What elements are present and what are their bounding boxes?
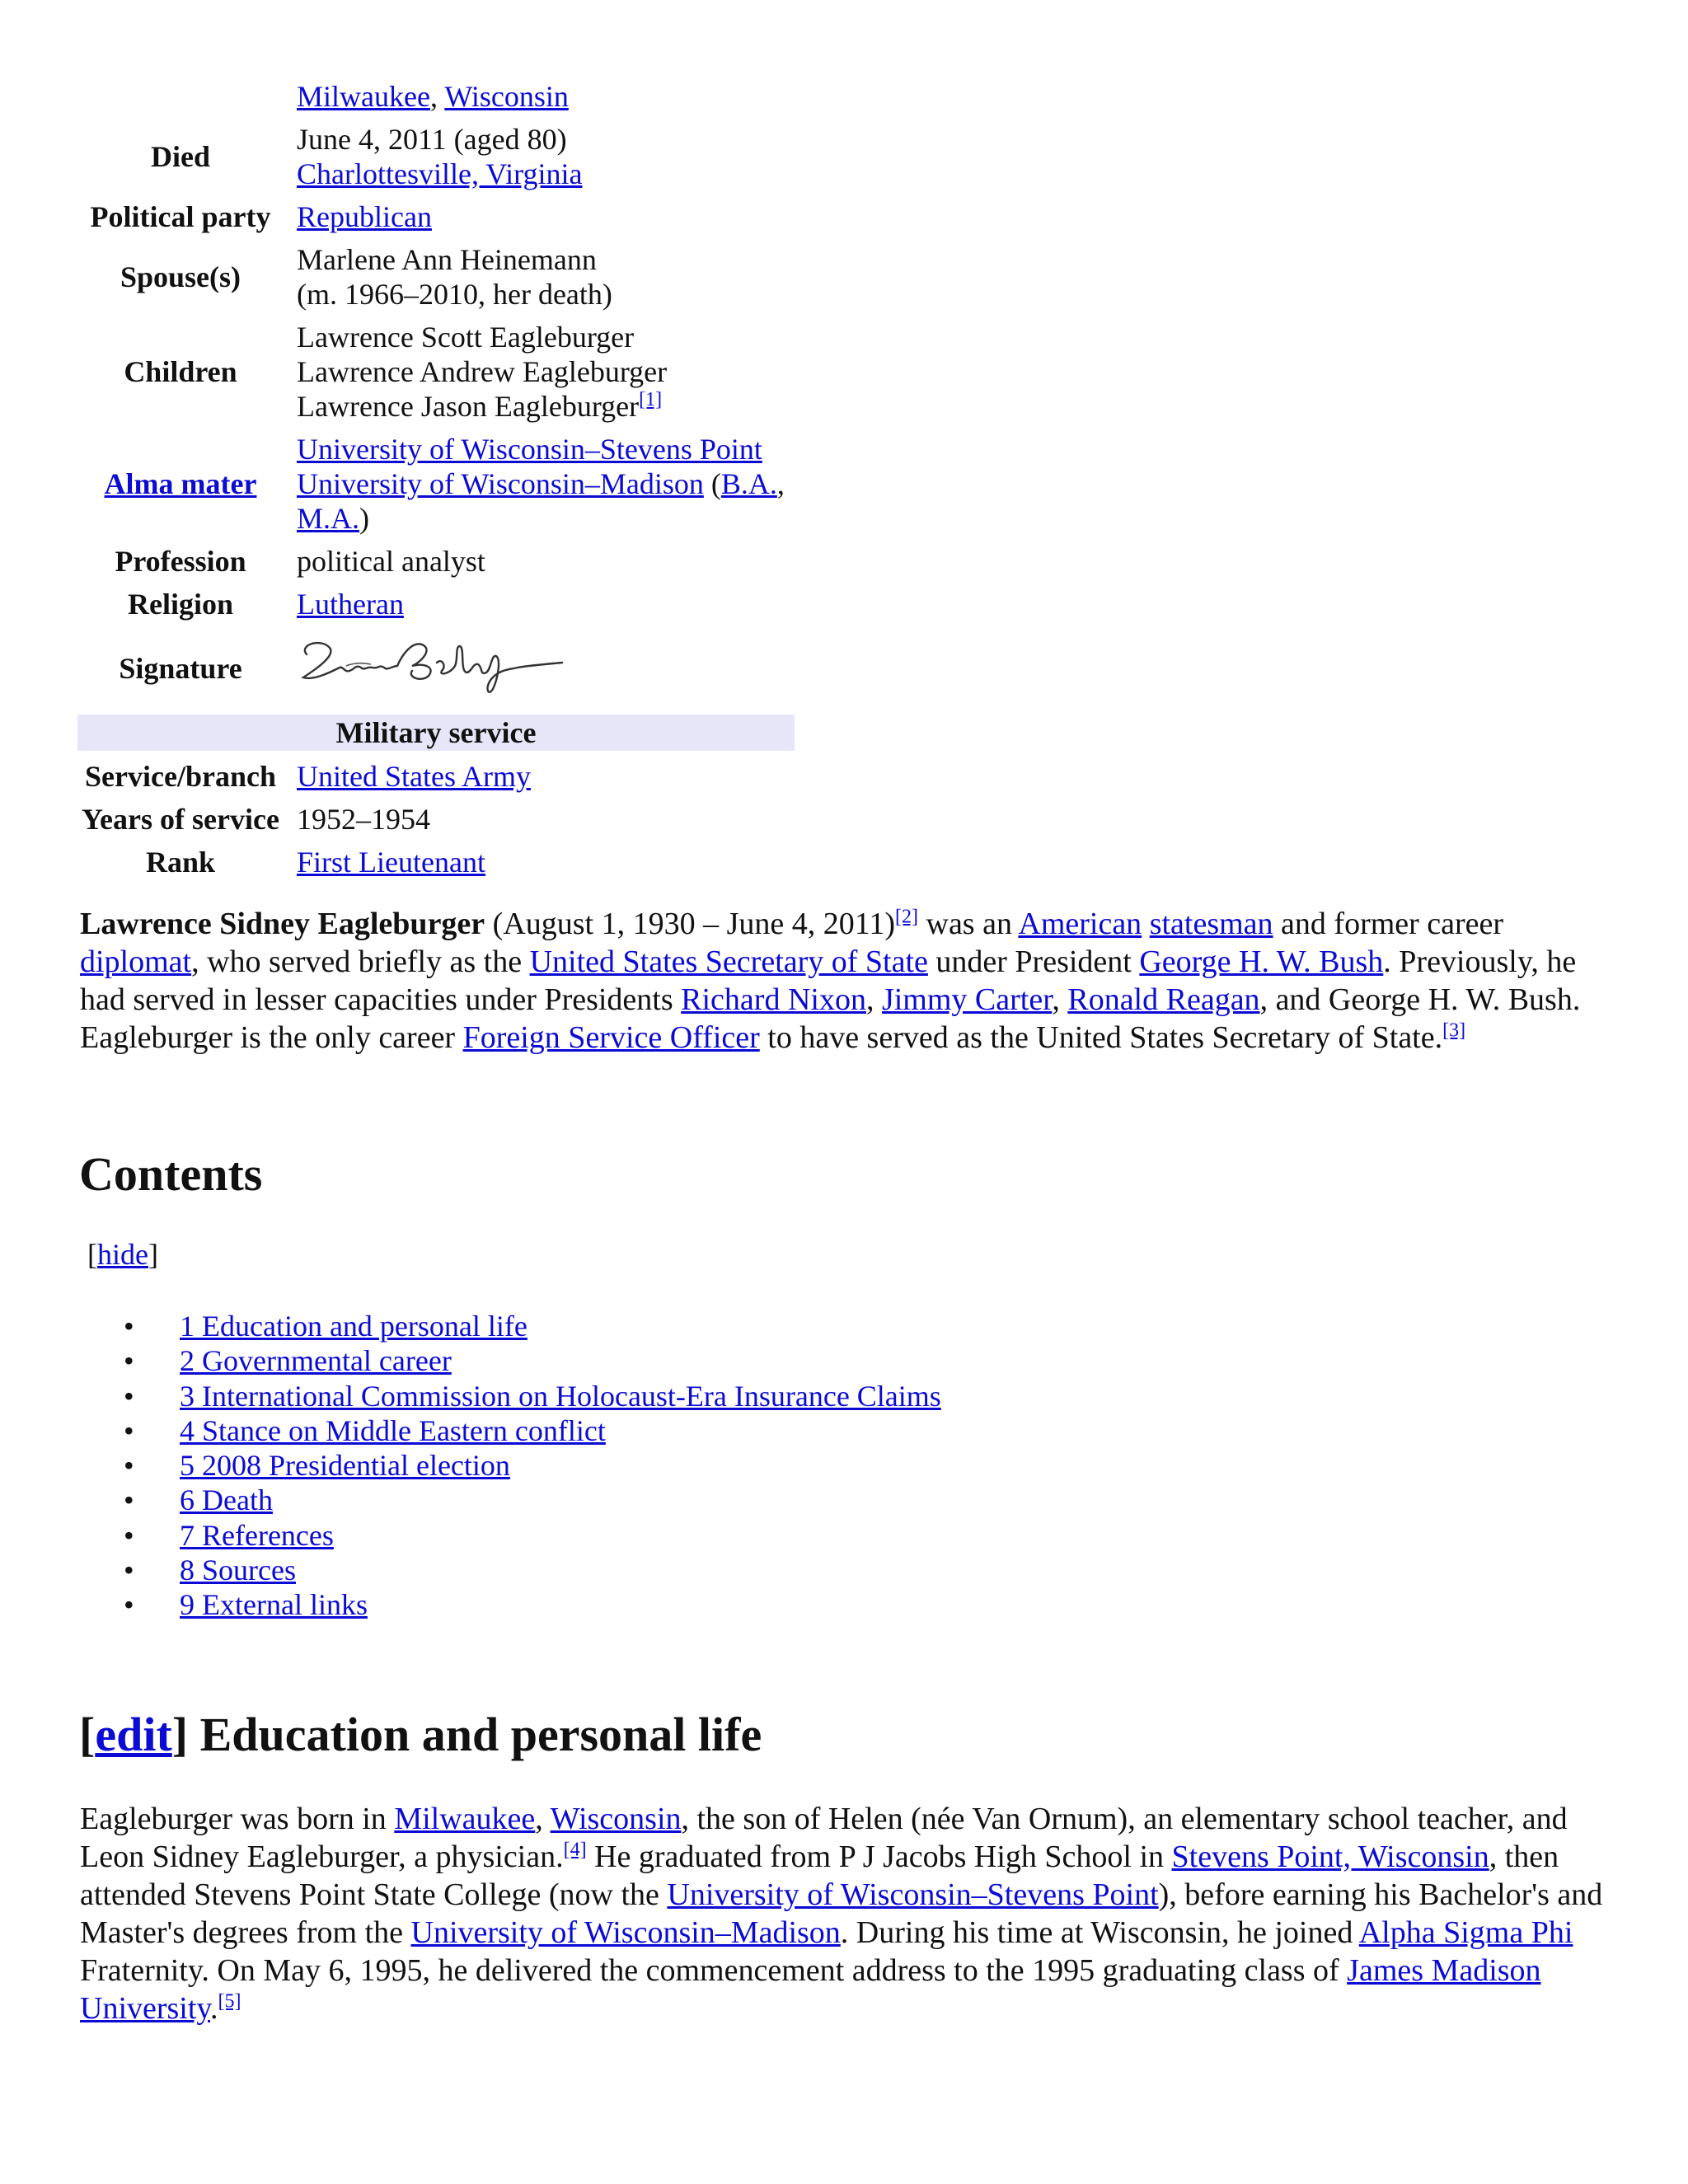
text: He graduated from P J Jacobs High School in — [586, 1840, 1172, 1874]
infobox-value-rank — [292, 845, 795, 879]
section-heading-education — [79, 1706, 762, 1764]
infobox-value-profession: political analyst — [297, 545, 485, 578]
ref-link-2[interactable]: [2] — [895, 906, 918, 928]
infobox-row-years — [77, 802, 795, 837]
text: . — [209, 1991, 218, 2026]
text: ), before earning his Bachelor's and Master's degrees from the — [80, 1877, 1603, 1950]
ref-link-4[interactable]: [4] — [563, 1839, 587, 1861]
infobox-value-party — [292, 199, 795, 234]
section-title: Education and personal life — [188, 1708, 762, 1761]
ref-link-1[interactable]: [1] — [639, 389, 663, 410]
toc-link-education[interactable]: 1 Education and personal life — [180, 1310, 528, 1343]
link-ba[interactable]: B.A. — [720, 467, 777, 500]
link-stevens-point[interactable]: Stevens Point, Wisconsin — [1171, 1840, 1489, 1874]
infobox-label-spouse: Spouse(s) — [120, 260, 241, 293]
text: , then attended Stevens Point State College (now the — [80, 1840, 1559, 1912]
toc-item — [124, 1343, 941, 1378]
text: and former career — [1273, 907, 1504, 941]
link-diplomat[interactable]: diplomat — [80, 944, 192, 979]
link-jimmy-carter[interactable]: Jimmy Carter — [881, 982, 1053, 1017]
infobox-value-religion — [292, 587, 795, 621]
infobox-row-children — [77, 320, 795, 424]
link-alma-mater[interactable]: Alma mater — [104, 467, 257, 500]
infobox-row-spouse — [77, 242, 795, 312]
infobox-section-military: Military service — [77, 715, 795, 751]
text: , who served briefly as the — [191, 944, 530, 979]
infobox-row-died — [77, 122, 795, 191]
link-george-hw-bush[interactable]: George H. W. Bush — [1139, 944, 1384, 979]
spouse-detail: (m. 1966–2010, her death) — [297, 278, 612, 311]
infobox-value-years: 1952–1954 — [297, 803, 430, 836]
intro-paragraph — [80, 905, 1613, 1057]
text: , — [1052, 982, 1068, 1017]
toc-link-governmental-career[interactable]: 2 Governmental career — [180, 1344, 452, 1378]
child-name: Lawrence Jason Eagleburger — [297, 390, 640, 423]
link-wisconsin[interactable]: Wisconsin — [550, 1802, 682, 1836]
infobox-label-party: Political party — [90, 200, 271, 233]
infobox-value-signature — [292, 630, 795, 706]
child-name: Lawrence Andrew Eagleburger — [297, 355, 668, 388]
infobox-row-rank — [77, 845, 795, 879]
bracket: [ — [79, 1708, 96, 1761]
infobox-row-birthplace — [77, 79, 795, 114]
infobox-value-children — [292, 320, 795, 424]
link-james-madison-university[interactable]: James Madison University — [80, 1953, 1541, 2026]
toc-item — [124, 1587, 941, 1622]
toc-item — [124, 1553, 941, 1587]
link-uw-stevens-point[interactable]: University of Wisconsin–Stevens Point — [297, 433, 762, 466]
child-name: Lawrence Scott Eagleburger — [297, 321, 635, 354]
link-republican[interactable]: Republican — [297, 200, 432, 233]
text: Eagleburger was born in — [80, 1802, 395, 1836]
link-lutheran[interactable]: Lutheran — [297, 588, 404, 621]
infobox — [77, 79, 795, 888]
infobox-row-signature — [77, 630, 795, 706]
toc-item — [124, 1483, 941, 1517]
infobox-label-branch: Service/branch — [85, 760, 276, 793]
text-paren: ( — [703, 467, 721, 500]
infobox-label-died: Died — [151, 140, 210, 173]
toc-link-external-links[interactable]: 9 External links — [180, 1588, 368, 1622]
infobox-label-religion: Religion — [127, 588, 233, 621]
link-uw-stevens-point[interactable]: University of Wisconsin–Stevens Point — [667, 1877, 1159, 1912]
text-paren: ) — [359, 502, 370, 535]
link-charlottesville[interactable]: Charlottesville, Virginia — [297, 157, 583, 190]
toc-link-holocaust-commission[interactable]: 3 International Commission on Holocaust-Era Insurance Claims — [180, 1379, 941, 1413]
infobox-row-alma-mater — [77, 432, 795, 536]
infobox-label-alma-mater — [77, 466, 292, 501]
infobox-label-profession: Profession — [115, 545, 246, 578]
contents-heading: Contents — [79, 1147, 263, 1201]
education-paragraph — [80, 1800, 1613, 2027]
infobox-row-profession — [77, 544, 795, 579]
text: , — [535, 1802, 551, 1836]
toc-link-death[interactable]: 6 Death — [180, 1483, 273, 1517]
link-uw-madison[interactable]: University of Wisconsin–Madison — [410, 1915, 841, 1950]
link-milwaukee[interactable]: Milwaukee — [394, 1802, 536, 1836]
toc-item — [124, 1448, 941, 1483]
link-ronald-reagan[interactable]: Ronald Reagan — [1067, 982, 1260, 1017]
text: to have served as the United States Secretary of State. — [759, 1020, 1443, 1055]
text: . During his time at Wisconsin, he joined — [840, 1915, 1359, 1950]
link-american[interactable]: American — [1018, 907, 1142, 941]
text: Fraternity. On May 6, 1995, he delivered the commencement address to the 1995 graduating class of — [80, 1953, 1348, 1988]
toc-hide-toggle — [87, 1236, 158, 1272]
toc-link-sources[interactable]: 8 Sources — [180, 1554, 296, 1587]
text: , and George H. W. Bush. Eagleburger is the only career — [80, 982, 1581, 1055]
link-secretary-of-state[interactable]: United States Secretary of State — [529, 944, 928, 979]
infobox-value-branch — [292, 759, 795, 794]
infobox-row-religion — [77, 587, 795, 621]
link-statesman[interactable]: statesman — [1149, 907, 1273, 941]
signature-image — [297, 630, 569, 706]
link-first-lieutenant[interactable]: First Lieutenant — [297, 846, 485, 879]
toc-item — [124, 1309, 941, 1343]
link-wisconsin[interactable]: Wisconsin — [444, 80, 569, 113]
infobox-label-children: Children — [124, 355, 237, 388]
died-date: June 4, 2011 (aged 80) — [297, 123, 567, 156]
infobox-label-signature: Signature — [119, 651, 242, 685]
bracket: ] — [171, 1708, 189, 1761]
link-us-army[interactable]: United States Army — [297, 760, 531, 793]
toc-item — [124, 1413, 941, 1448]
infobox-value-spouse — [292, 242, 795, 312]
text: was an — [918, 907, 1019, 941]
infobox-value-alma-mater — [292, 432, 795, 536]
text-sep: , — [429, 80, 445, 113]
infobox-value-died — [292, 122, 795, 191]
text: . Previously, he had served in lesser capacities under Presidents — [80, 944, 1577, 1017]
toc-link-middle-east[interactable]: 4 Stance on Middle Eastern conflict — [180, 1413, 606, 1447]
infobox-label-years: Years of service — [82, 803, 279, 836]
ref-link-5[interactable]: [5] — [218, 1990, 241, 2013]
link-alpha-sigma-phi[interactable]: Alpha Sigma Phi — [1358, 1915, 1573, 1950]
text: , — [865, 982, 882, 1017]
toc-list — [124, 1309, 941, 1623]
toc-link-2008-election[interactable]: 5 2008 Presidential election — [180, 1449, 510, 1483]
text-comma: , — [776, 467, 785, 500]
toc-item — [124, 1518, 941, 1553]
toc-item — [124, 1379, 941, 1413]
text: , the son of Helen (née Van Ornum), an elementary school teacher, and Leon Sidney Eagleburger, a physician. — [80, 1802, 1568, 1874]
article-subject: Lawrence Sidney Eagleburger — [80, 907, 485, 941]
ref-link-3[interactable]: [3] — [1442, 1019, 1466, 1042]
infobox-row-branch — [77, 759, 795, 794]
child-name-row — [297, 389, 795, 424]
infobox-value-birthplace — [292, 79, 795, 114]
toc-link-references[interactable]: 7 References — [180, 1518, 334, 1552]
spouse-name: Marlene Ann Heinemann — [297, 243, 597, 276]
link-uw-madison[interactable]: University of Wisconsin–Madison — [297, 467, 704, 500]
signature-scribble-icon — [297, 630, 569, 699]
bracket: ] — [148, 1238, 158, 1271]
link-richard-nixon[interactable]: Richard Nixon — [681, 982, 866, 1017]
bracket: [ — [87, 1238, 97, 1271]
text: (August 1, 1930 – June 4, 2011) — [485, 907, 896, 941]
edit-section-link[interactable]: edit — [95, 1708, 172, 1761]
link-foreign-service-officer[interactable]: Foreign Service Officer — [462, 1020, 760, 1055]
link-milwaukee[interactable]: Milwaukee — [297, 80, 430, 113]
link-ma[interactable]: M.A. — [297, 502, 360, 535]
text: under President — [927, 944, 1140, 979]
text — [1142, 907, 1150, 941]
toc-hide-link[interactable]: hide — [97, 1238, 148, 1271]
infobox-row-party — [77, 199, 795, 234]
infobox-label-rank: Rank — [145, 846, 216, 879]
